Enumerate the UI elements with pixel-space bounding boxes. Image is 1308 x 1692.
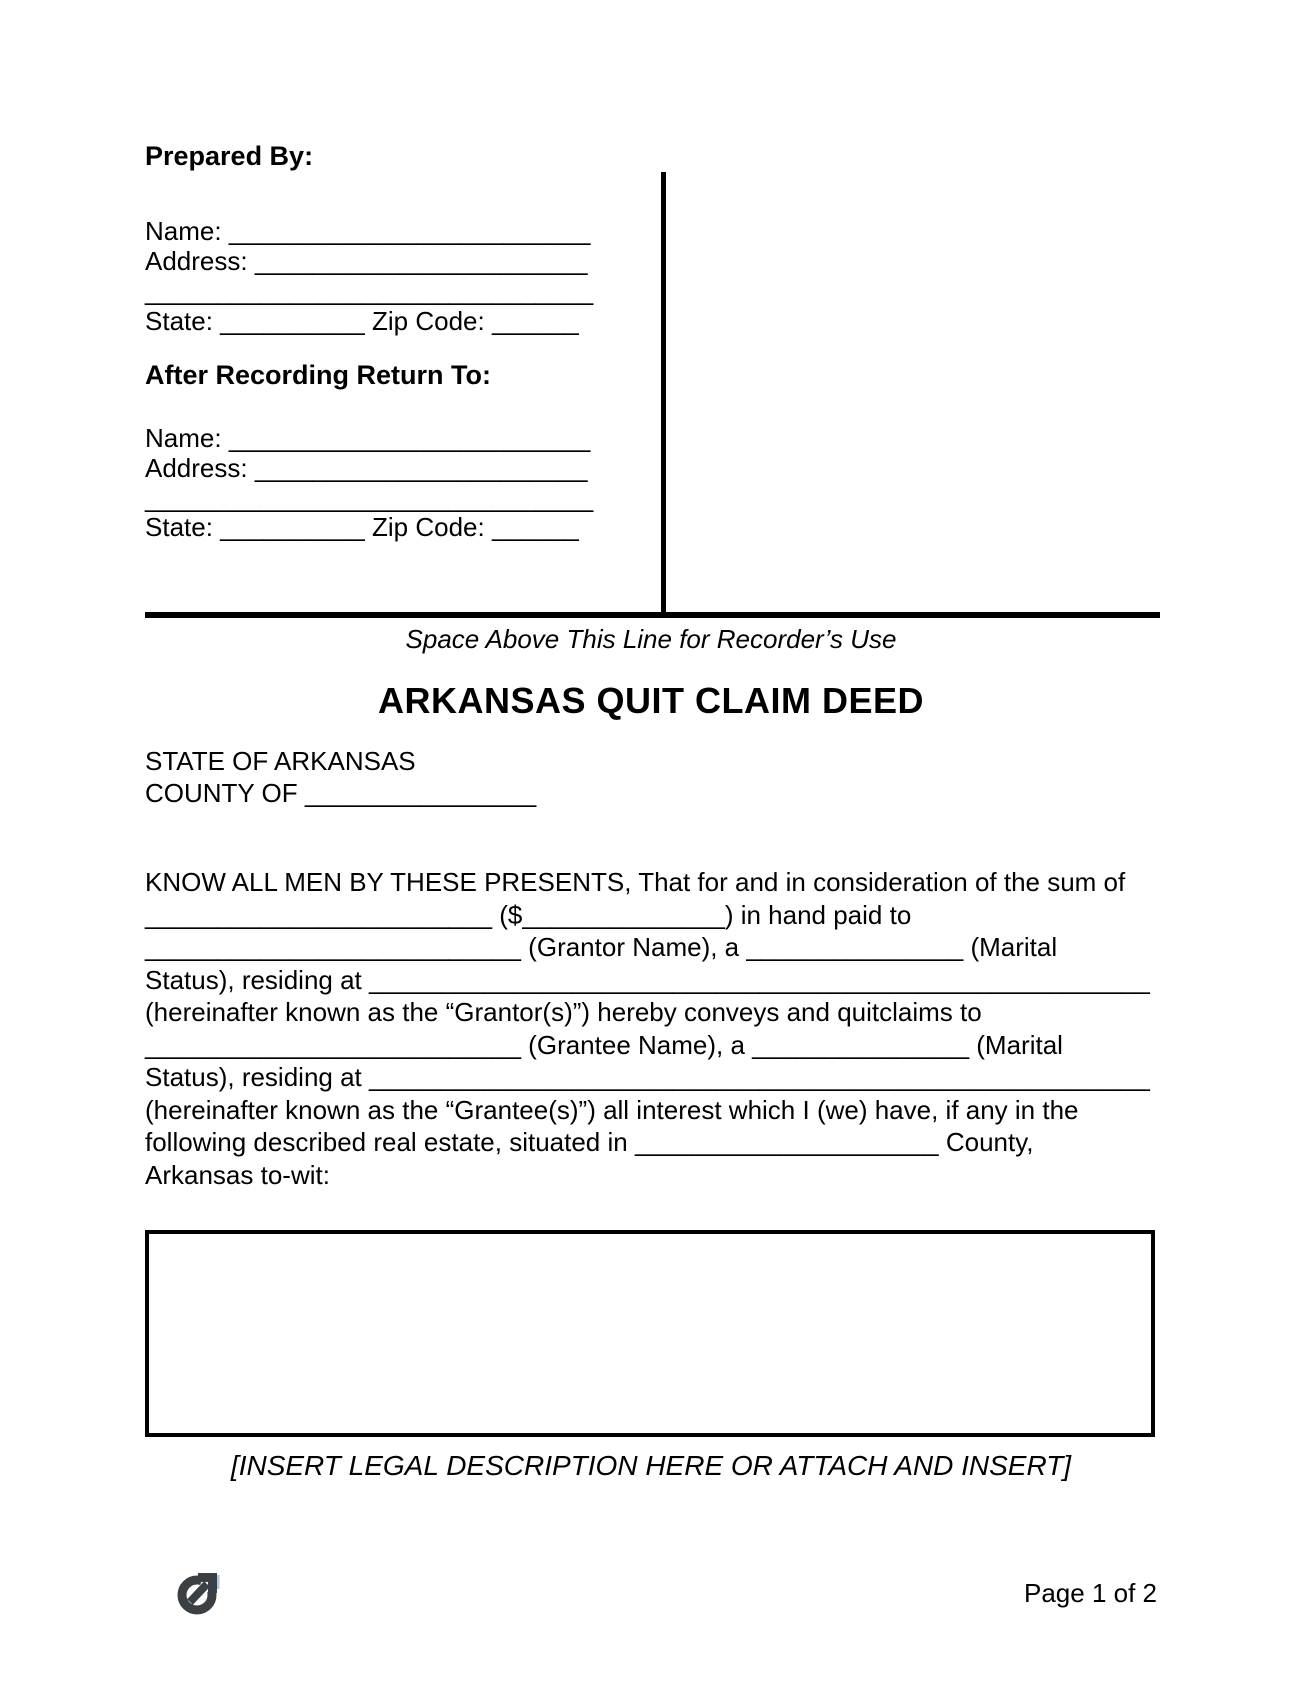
document-title: ARKANSAS QUIT CLAIM DEED: [377, 680, 924, 721]
name-label: Name:: [145, 216, 222, 246]
after-recording-heading: After Recording Return To:: [145, 360, 491, 390]
prepared-by-state-field[interactable]: __________: [220, 306, 365, 336]
zip-label: Zip Code:: [372, 306, 485, 336]
recorder-use-divider-line: [145, 612, 1160, 618]
vertical-divider: [661, 172, 666, 614]
prepared-by-address-line: [145, 246, 587, 277]
state-label: State:: [145, 512, 213, 542]
return-to-name-field[interactable]: _________________________: [228, 423, 591, 453]
county-field[interactable]: ________________: [304, 778, 537, 808]
recorder-use-note: Space Above This Line for Recorder’s Use: [405, 624, 897, 654]
state-label: State:: [145, 306, 213, 336]
return-to-address2-line: [145, 483, 593, 514]
return-to-address2-field[interactable]: _______________________________: [145, 483, 594, 513]
prepared-by-name-field[interactable]: _________________________: [228, 216, 591, 246]
prepared-by-address-field[interactable]: _______________________: [254, 246, 588, 276]
deed-clause-line: following described real estate, situated in _____________________ County,: [145, 1127, 1034, 1157]
return-to-zip-field[interactable]: ______: [491, 512, 579, 542]
return-to-address-line: [145, 453, 587, 484]
prepared-by-heading: Prepared By:: [145, 141, 314, 171]
state-of-line: STATE OF ARKANSAS: [145, 746, 416, 776]
prepared-by-state-zip-line: [145, 306, 579, 337]
county-of-label: COUNTY OF: [145, 778, 298, 808]
deed-clause-line: Arkansas to-wit:: [145, 1159, 330, 1190]
prepared-by-zip-field[interactable]: ______: [491, 306, 579, 336]
deed-clause-line: ________________________ ($______________) in hand paid to: [145, 899, 912, 930]
return-to-name-line: [145, 423, 590, 454]
deed-clause-line: Status), residing at ______________________________________________________: [145, 964, 1150, 995]
return-to-state-zip-line: [145, 512, 579, 543]
legal-description-note: [INSERT LEGAL DESCRIPTION HERE OR ATTACH AND INSERT]: [230, 1450, 1072, 1481]
deed-clause-line: __________________________ (Grantor Name), a _______________ (Marital: [145, 932, 1058, 962]
deed-clause-line: Status), residing at ______________________________________________________: [145, 1062, 1150, 1092]
prepared-by-name-line: [145, 216, 590, 247]
legal-description-box[interactable]: [145, 1230, 1155, 1437]
address-label: Address:: [145, 453, 248, 483]
page-indicator: Page 1 of 2: [1024, 1578, 1157, 1608]
address-label: Address:: [145, 246, 248, 276]
deed-clause-line: KNOW ALL MEN BY THESE PRESENTS, That for and in consideration of the sum of: [145, 867, 1126, 897]
eforms-logo-icon: [176, 1568, 224, 1616]
county-of-line: [145, 778, 536, 809]
name-label: Name:: [145, 423, 222, 453]
prepared-by-address2-field[interactable]: _______________________________: [145, 276, 594, 306]
prepared-by-address2-line: [145, 276, 593, 307]
return-to-state-field[interactable]: __________: [220, 512, 365, 542]
deed-clause-line: (hereinafter known as the “Grantor(s)”) hereby conveys and quitclaims to: [145, 997, 982, 1027]
return-to-address-field[interactable]: _______________________: [254, 453, 588, 483]
deed-clause-line: __________________________ (Grantee Name), a _______________ (Marital: [145, 1029, 1063, 1060]
deed-body: [145, 866, 1150, 1191]
zip-label: Zip Code:: [372, 512, 485, 542]
deed-clause-line: (hereinafter known as the “Grantee(s)”) all interest which I (we) have, if any in the: [145, 1094, 1079, 1125]
